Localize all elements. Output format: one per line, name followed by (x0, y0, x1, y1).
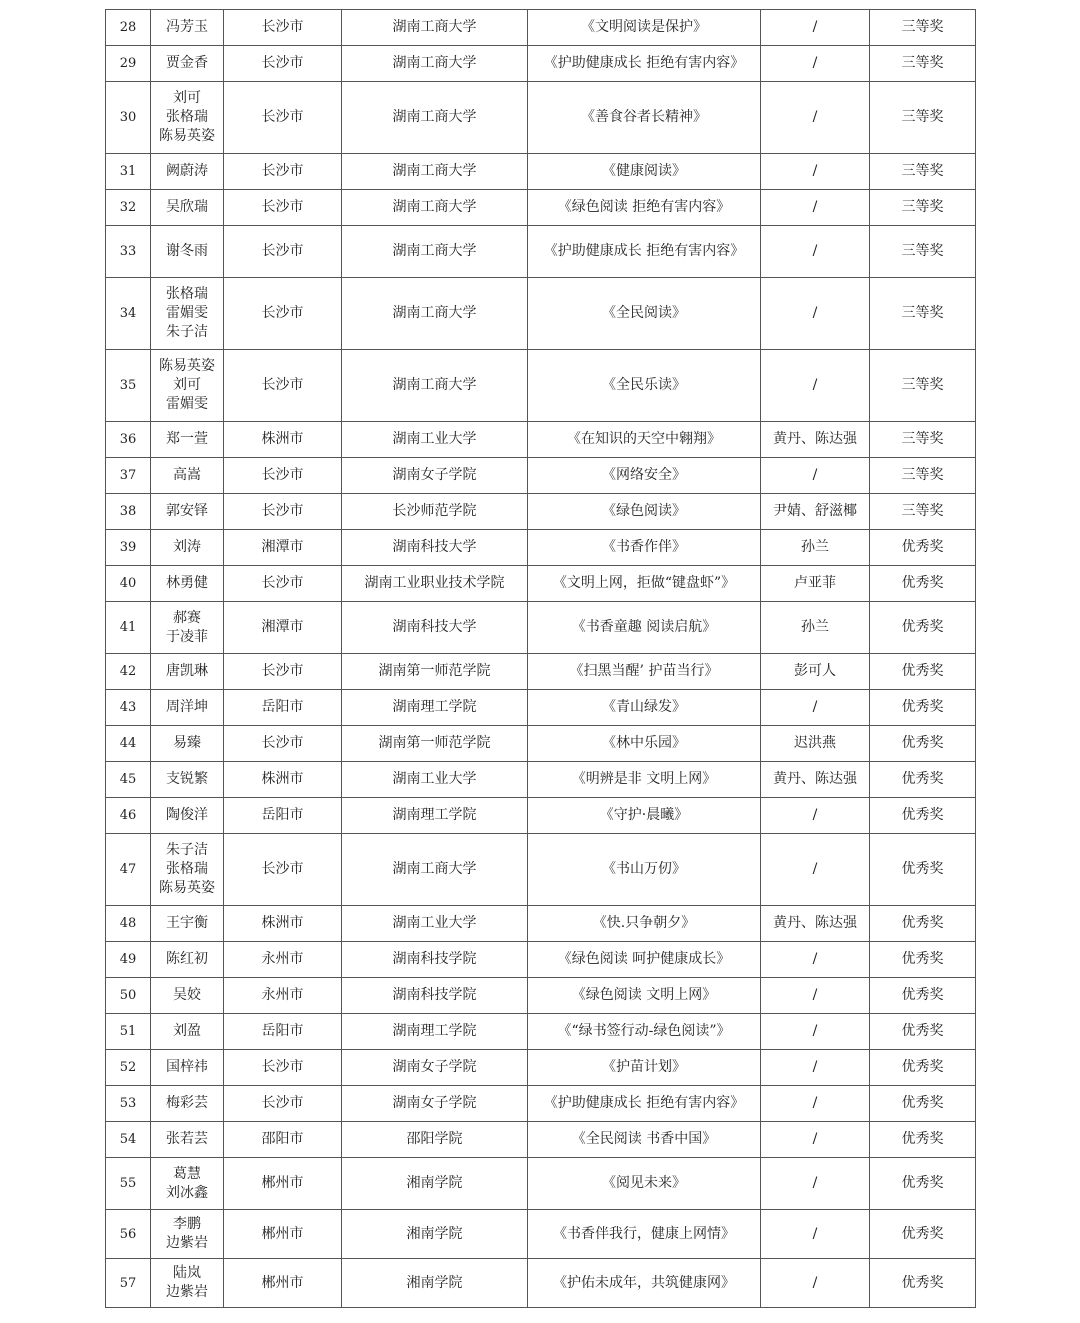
participant-names (151, 1050, 224, 1086)
row-number: 40 (106, 566, 151, 602)
award: 优秀奖 (870, 1122, 976, 1158)
school: 湖南工业职业技术学院 (342, 566, 528, 602)
award: 优秀奖 (870, 978, 976, 1014)
participant-name: 梅彩芸 (166, 1095, 208, 1111)
row-number: 52 (106, 1050, 151, 1086)
city: 长沙市 (224, 82, 342, 154)
school: 湖南工商大学 (342, 46, 528, 82)
city: 长沙市 (224, 1050, 342, 1086)
advisor: 迟洪燕 (761, 726, 870, 762)
school: 湖南工商大学 (342, 226, 528, 278)
award: 优秀奖 (870, 530, 976, 566)
row-number: 43 (106, 690, 151, 726)
work-title: 《守护·晨曦》 (528, 798, 761, 834)
participant-name: 张格瑞 (166, 109, 208, 125)
advisor: / (761, 834, 870, 906)
table-row (106, 1158, 976, 1210)
award: 优秀奖 (870, 1014, 976, 1050)
participant-names (151, 602, 224, 654)
table-row (106, 1210, 976, 1259)
row-number: 37 (106, 458, 151, 494)
table-row (106, 1122, 976, 1158)
participant-names (151, 10, 224, 46)
row-number: 38 (106, 494, 151, 530)
participant-names (151, 1158, 224, 1210)
participant-name: 朱子洁 (166, 842, 208, 858)
table-row (106, 762, 976, 798)
award: 优秀奖 (870, 1259, 976, 1308)
city: 岳阳市 (224, 1014, 342, 1050)
participant-names (151, 978, 224, 1014)
participant-names (151, 278, 224, 350)
school: 湖南科技学院 (342, 978, 528, 1014)
advisor: / (761, 1158, 870, 1210)
award: 三等奖 (870, 226, 976, 278)
city: 长沙市 (224, 566, 342, 602)
table-row (106, 690, 976, 726)
advisor: / (761, 798, 870, 834)
row-number: 33 (106, 226, 151, 278)
work-title: 《书香伴我行，健康上网情》 (528, 1210, 761, 1259)
award: 优秀奖 (870, 690, 976, 726)
participant-name: 陈易英姿 (159, 128, 215, 144)
award: 优秀奖 (870, 942, 976, 978)
participant-name: 李鹏 (173, 1216, 201, 1232)
school: 湘南学院 (342, 1259, 528, 1308)
participant-name: 郑一萱 (166, 431, 208, 447)
table-row (106, 46, 976, 82)
school: 湖南工商大学 (342, 154, 528, 190)
award: 三等奖 (870, 458, 976, 494)
city: 郴州市 (224, 1158, 342, 1210)
city: 株洲市 (224, 906, 342, 942)
participant-name: 边紫岩 (166, 1284, 208, 1300)
row-number: 44 (106, 726, 151, 762)
participant-name: 唐凯琳 (166, 663, 208, 679)
school: 湖南理工学院 (342, 798, 528, 834)
table-row (106, 1086, 976, 1122)
participant-names (151, 1122, 224, 1158)
city: 长沙市 (224, 458, 342, 494)
table-row (106, 1050, 976, 1086)
work-title: 《网络安全》 (528, 458, 761, 494)
award: 优秀奖 (870, 654, 976, 690)
row-number: 39 (106, 530, 151, 566)
row-number: 51 (106, 1014, 151, 1050)
award: 优秀奖 (870, 1158, 976, 1210)
participant-name: 王宇衡 (166, 915, 208, 931)
table-row (106, 726, 976, 762)
work-title: 《护助健康成长 拒绝有害内容》 (528, 1086, 761, 1122)
row-number: 49 (106, 942, 151, 978)
school: 湖南工业大学 (342, 906, 528, 942)
participant-name: 阙蔚涛 (166, 163, 208, 179)
school: 湖南理工学院 (342, 1014, 528, 1050)
school: 湖南第一师范学院 (342, 654, 528, 690)
work-title: 《护助健康成长 拒绝有害内容》 (528, 46, 761, 82)
table-row (106, 834, 976, 906)
table-row (106, 798, 976, 834)
advisor: / (761, 1122, 870, 1158)
participant-names (151, 762, 224, 798)
participant-name: 国梓祎 (166, 1059, 208, 1075)
award: 三等奖 (870, 154, 976, 190)
participant-name: 雷媚雯 (166, 396, 208, 412)
participant-name: 陈易英姿 (159, 880, 215, 896)
award: 优秀奖 (870, 762, 976, 798)
school: 湖南理工学院 (342, 690, 528, 726)
participant-names (151, 82, 224, 154)
school: 湖南工商大学 (342, 278, 528, 350)
city: 永州市 (224, 978, 342, 1014)
school: 湖南科技大学 (342, 530, 528, 566)
participant-names (151, 798, 224, 834)
city: 永州市 (224, 942, 342, 978)
school: 湖南第一师范学院 (342, 726, 528, 762)
participant-name: 于凌菲 (166, 628, 208, 645)
table-row (106, 566, 976, 602)
participant-name: 刘盈 (173, 1023, 201, 1039)
advisor: 尹婧、舒滋椰 (761, 494, 870, 530)
advisor: / (761, 278, 870, 350)
advisor: 卢亚菲 (761, 566, 870, 602)
city: 郴州市 (224, 1259, 342, 1308)
work-title: 《文明阅读是保护》 (528, 10, 761, 46)
advisor: / (761, 1014, 870, 1050)
table-row (106, 1259, 976, 1308)
table-row (106, 226, 976, 278)
work-title: 《文明上网，拒做“键盘虾”》 (528, 566, 761, 602)
work-title: 《绿色阅读 拒绝有害内容》 (528, 190, 761, 226)
participant-name: 谢冬雨 (166, 243, 208, 259)
row-number: 32 (106, 190, 151, 226)
award: 优秀奖 (870, 726, 976, 762)
award: 优秀奖 (870, 1050, 976, 1086)
school: 湖南女子学院 (342, 1086, 528, 1122)
advisor: / (761, 1259, 870, 1308)
school: 邵阳学院 (342, 1122, 528, 1158)
city: 长沙市 (224, 190, 342, 226)
school: 湘南学院 (342, 1210, 528, 1259)
participant-names (151, 154, 224, 190)
city: 长沙市 (224, 46, 342, 82)
advisor: / (761, 10, 870, 46)
row-number: 55 (106, 1158, 151, 1210)
work-title: 《快.只争朝夕》 (528, 906, 761, 942)
work-title: 《书香童趣 阅读启航》 (528, 602, 761, 654)
award: 优秀奖 (870, 1086, 976, 1122)
city: 长沙市 (224, 154, 342, 190)
advisor: / (761, 46, 870, 82)
school: 湖南工商大学 (342, 10, 528, 46)
participant-name: 陈红初 (166, 951, 208, 967)
table-row (106, 978, 976, 1014)
city: 株洲市 (224, 422, 342, 458)
table-body (106, 10, 976, 1308)
award: 三等奖 (870, 350, 976, 422)
table-row (106, 10, 976, 46)
advisor: / (761, 82, 870, 154)
award: 优秀奖 (870, 798, 976, 834)
work-title: 《护佑未成年，共筑健康网》 (528, 1259, 761, 1308)
advisor: / (761, 1050, 870, 1086)
advisor: / (761, 458, 870, 494)
participant-name: 吴姣 (173, 987, 201, 1003)
table-row (106, 82, 976, 154)
work-title: 《扫黑当醒’ 护苗当行》 (528, 654, 761, 690)
row-number: 50 (106, 978, 151, 1014)
participant-name: 吴欣瑞 (166, 199, 208, 215)
table-row (106, 458, 976, 494)
work-title: 《书山万仞》 (528, 834, 761, 906)
advisor: / (761, 690, 870, 726)
participant-names (151, 690, 224, 726)
award: 三等奖 (870, 82, 976, 154)
participant-name: 林勇健 (166, 575, 208, 591)
participant-name: 刘可 (173, 377, 201, 393)
row-number: 34 (106, 278, 151, 350)
advisor: 孙兰 (761, 602, 870, 654)
advisor: 孙兰 (761, 530, 870, 566)
table-row (106, 942, 976, 978)
row-number: 46 (106, 798, 151, 834)
school: 湖南工业大学 (342, 762, 528, 798)
award: 三等奖 (870, 422, 976, 458)
school: 湖南工商大学 (342, 190, 528, 226)
participant-name: 周洋坤 (166, 699, 208, 715)
school: 湖南女子学院 (342, 458, 528, 494)
participant-name: 刘可 (173, 90, 201, 106)
row-number: 30 (106, 82, 151, 154)
school: 湖南工商大学 (342, 350, 528, 422)
table-row (106, 154, 976, 190)
work-title: 《“绿书签行动-绿色阅读”》 (528, 1014, 761, 1050)
city: 长沙市 (224, 494, 342, 530)
advisor: / (761, 190, 870, 226)
participant-names (151, 190, 224, 226)
participant-names (151, 726, 224, 762)
work-title: 《林中乐园》 (528, 726, 761, 762)
participant-names (151, 654, 224, 690)
table-row (106, 422, 976, 458)
school: 长沙师范学院 (342, 494, 528, 530)
advisor: / (761, 978, 870, 1014)
city: 长沙市 (224, 726, 342, 762)
advisor: / (761, 1210, 870, 1259)
work-title: 《阅见未来》 (528, 1158, 761, 1210)
city: 湘潭市 (224, 602, 342, 654)
participant-name: 张若芸 (166, 1131, 208, 1147)
participant-names (151, 1014, 224, 1050)
row-number: 29 (106, 46, 151, 82)
city: 长沙市 (224, 1086, 342, 1122)
city: 湘潭市 (224, 530, 342, 566)
award: 三等奖 (870, 278, 976, 350)
table-row (106, 602, 976, 654)
participant-names (151, 906, 224, 942)
row-number: 31 (106, 154, 151, 190)
advisor: 黄丹、陈达强 (761, 906, 870, 942)
city: 长沙市 (224, 654, 342, 690)
city: 长沙市 (224, 226, 342, 278)
work-title: 《书香作伴》 (528, 530, 761, 566)
school: 湖南工商大学 (342, 834, 528, 906)
row-number: 45 (106, 762, 151, 798)
work-title: 《绿色阅读 呵护健康成长》 (528, 942, 761, 978)
work-title: 《绿色阅读 文明上网》 (528, 978, 761, 1014)
participant-names (151, 46, 224, 82)
advisor: / (761, 226, 870, 278)
table-row (106, 530, 976, 566)
work-title: 《健康阅读》 (528, 154, 761, 190)
work-title: 《在知识的天空中翱翔》 (528, 422, 761, 458)
city: 邵阳市 (224, 1122, 342, 1158)
school: 湖南工商大学 (342, 82, 528, 154)
advisor: 黄丹、陈达强 (761, 422, 870, 458)
school: 湖南女子学院 (342, 1050, 528, 1086)
work-title: 《护助健康成长 拒绝有害内容》 (528, 226, 761, 278)
city: 岳阳市 (224, 798, 342, 834)
row-number: 48 (106, 906, 151, 942)
participant-name: 郭安铎 (166, 503, 208, 519)
participant-names (151, 494, 224, 530)
participant-name: 张格瑞 (166, 286, 208, 302)
award: 优秀奖 (870, 1210, 976, 1259)
participant-name: 刘冰鑫 (166, 1184, 208, 1201)
awards-table (105, 9, 976, 1308)
city: 株洲市 (224, 762, 342, 798)
school: 湖南工业大学 (342, 422, 528, 458)
row-number: 56 (106, 1210, 151, 1259)
work-title: 《全民阅读》 (528, 278, 761, 350)
city: 长沙市 (224, 350, 342, 422)
work-title: 《护苗计划》 (528, 1050, 761, 1086)
participant-name: 张格瑞 (166, 861, 208, 877)
work-title: 《全民乐读》 (528, 350, 761, 422)
city: 岳阳市 (224, 690, 342, 726)
school: 湖南科技大学 (342, 602, 528, 654)
participant-names (151, 942, 224, 978)
row-number: 35 (106, 350, 151, 422)
table-row (106, 190, 976, 226)
school: 湖南科技学院 (342, 942, 528, 978)
work-title: 《青山绿发》 (528, 690, 761, 726)
table-row (106, 350, 976, 422)
participant-names (151, 834, 224, 906)
advisor: / (761, 942, 870, 978)
participant-name: 郝赛 (173, 609, 201, 626)
row-number: 53 (106, 1086, 151, 1122)
advisor: / (761, 1086, 870, 1122)
advisor: 彭可人 (761, 654, 870, 690)
award: 优秀奖 (870, 906, 976, 942)
participant-name: 冯芳玉 (166, 19, 208, 35)
participant-name: 葛慧 (173, 1165, 201, 1182)
award: 三等奖 (870, 10, 976, 46)
city: 长沙市 (224, 834, 342, 906)
award: 优秀奖 (870, 834, 976, 906)
row-number: 57 (106, 1259, 151, 1308)
table-row (106, 278, 976, 350)
award: 三等奖 (870, 494, 976, 530)
participant-names (151, 1086, 224, 1122)
city: 长沙市 (224, 10, 342, 46)
participant-names (151, 226, 224, 278)
table-row (106, 906, 976, 942)
row-number: 47 (106, 834, 151, 906)
work-title: 《明辨是非 文明上网》 (528, 762, 761, 798)
participant-name: 陶俊洋 (166, 807, 208, 823)
participant-name: 易臻 (173, 735, 201, 751)
award: 优秀奖 (870, 566, 976, 602)
advisor: / (761, 154, 870, 190)
table-row (106, 1014, 976, 1050)
table-row (106, 654, 976, 690)
participant-name: 刘涛 (173, 539, 201, 555)
work-title: 《全民阅读 书香中国》 (528, 1122, 761, 1158)
participant-names (151, 530, 224, 566)
advisor: / (761, 350, 870, 422)
advisor: 黄丹、陈达强 (761, 762, 870, 798)
participant-name: 贾金香 (166, 55, 208, 71)
participant-names (151, 458, 224, 494)
participant-name: 高嵩 (173, 467, 201, 483)
city: 长沙市 (224, 278, 342, 350)
row-number: 54 (106, 1122, 151, 1158)
school: 湘南学院 (342, 1158, 528, 1210)
work-title: 《善食谷者长精神》 (528, 82, 761, 154)
table-row (106, 494, 976, 530)
award: 优秀奖 (870, 602, 976, 654)
award: 三等奖 (870, 46, 976, 82)
participant-name: 雷媚雯 (166, 305, 208, 321)
city: 郴州市 (224, 1210, 342, 1259)
participant-names (151, 1259, 224, 1308)
participant-name: 边紫岩 (166, 1235, 208, 1251)
row-number: 28 (106, 10, 151, 46)
participant-name: 朱子洁 (166, 324, 208, 340)
award: 三等奖 (870, 190, 976, 226)
participant-names (151, 1210, 224, 1259)
participant-name: 支锐繁 (166, 771, 208, 787)
row-number: 42 (106, 654, 151, 690)
participant-names (151, 566, 224, 602)
row-number: 36 (106, 422, 151, 458)
participant-name: 陈易英姿 (159, 358, 215, 374)
participant-names (151, 422, 224, 458)
work-title: 《绿色阅读》 (528, 494, 761, 530)
participant-name: 陆岚 (173, 1265, 201, 1281)
row-number: 41 (106, 602, 151, 654)
participant-names (151, 350, 224, 422)
